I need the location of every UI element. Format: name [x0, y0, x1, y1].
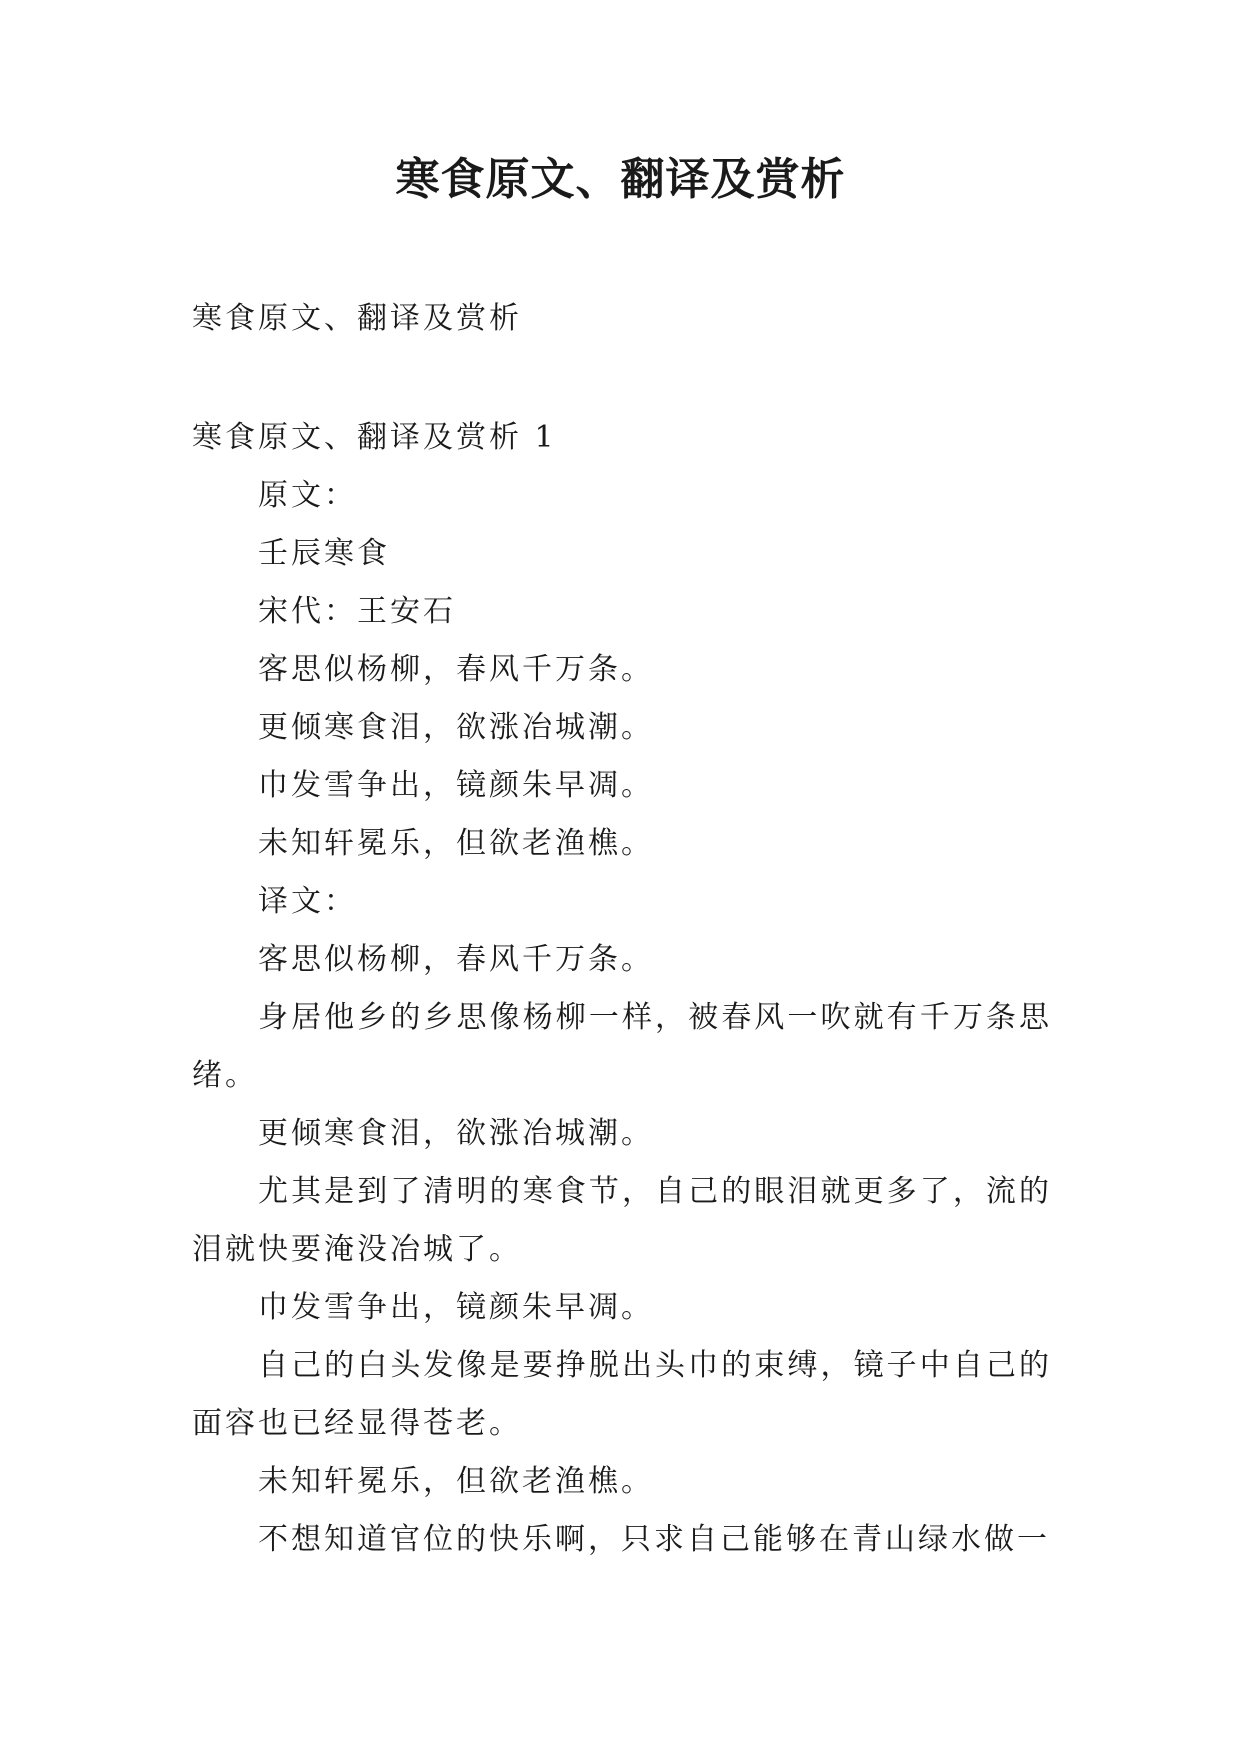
- spacer: [192, 348, 1052, 409]
- poem-title: 壬辰寒食: [258, 536, 390, 571]
- translation-explanation: 身居他乡的乡思像杨柳一样，被春风一吹就有千万条思绪。: [192, 1000, 1052, 1093]
- translation-explanation: 自己的白头发像是要挣脱出头巾的束缚，镜子中自己的面容也已经显得苍老。: [192, 1348, 1052, 1441]
- document-body: [192, 290, 1052, 1569]
- poem-author: 宋代：王安石: [258, 594, 456, 629]
- translation-explanation: 尤其是到了清明的寒食节，自己的眼泪就更多了，流的泪就快要淹没冶城了。: [192, 1174, 1052, 1267]
- translation-line: 更倾寒食泪，欲涨冶城潮。: [258, 1116, 654, 1151]
- translation-explanation: 不想知道官位的快乐啊，只求自己能够在青山绿水做一: [258, 1522, 1050, 1557]
- poem-line: 巾发雪争出，镜颜朱早凋。: [258, 768, 654, 803]
- translation-line: 巾发雪争出，镜颜朱早凋。: [258, 1290, 654, 1325]
- section-heading: 寒食原文、翻译及赏析 1: [192, 420, 557, 455]
- translation-line: 客思似杨柳，春风千万条。: [258, 942, 654, 977]
- poem-line: 更倾寒食泪，欲涨冶城潮。: [258, 710, 654, 745]
- original-label: 原文：: [258, 478, 357, 513]
- translation-line: 未知轩冕乐，但欲老渔樵。: [258, 1464, 654, 1499]
- poem-line: 未知轩冕乐，但欲老渔樵。: [258, 826, 654, 861]
- translation-label: 译文：: [258, 884, 357, 919]
- poem-line: 客思似杨柳，春风千万条。: [258, 652, 654, 687]
- document-title: 寒食原文、翻译及赏析: [395, 154, 846, 205]
- document-subtitle: 寒食原文、翻译及赏析: [192, 301, 522, 336]
